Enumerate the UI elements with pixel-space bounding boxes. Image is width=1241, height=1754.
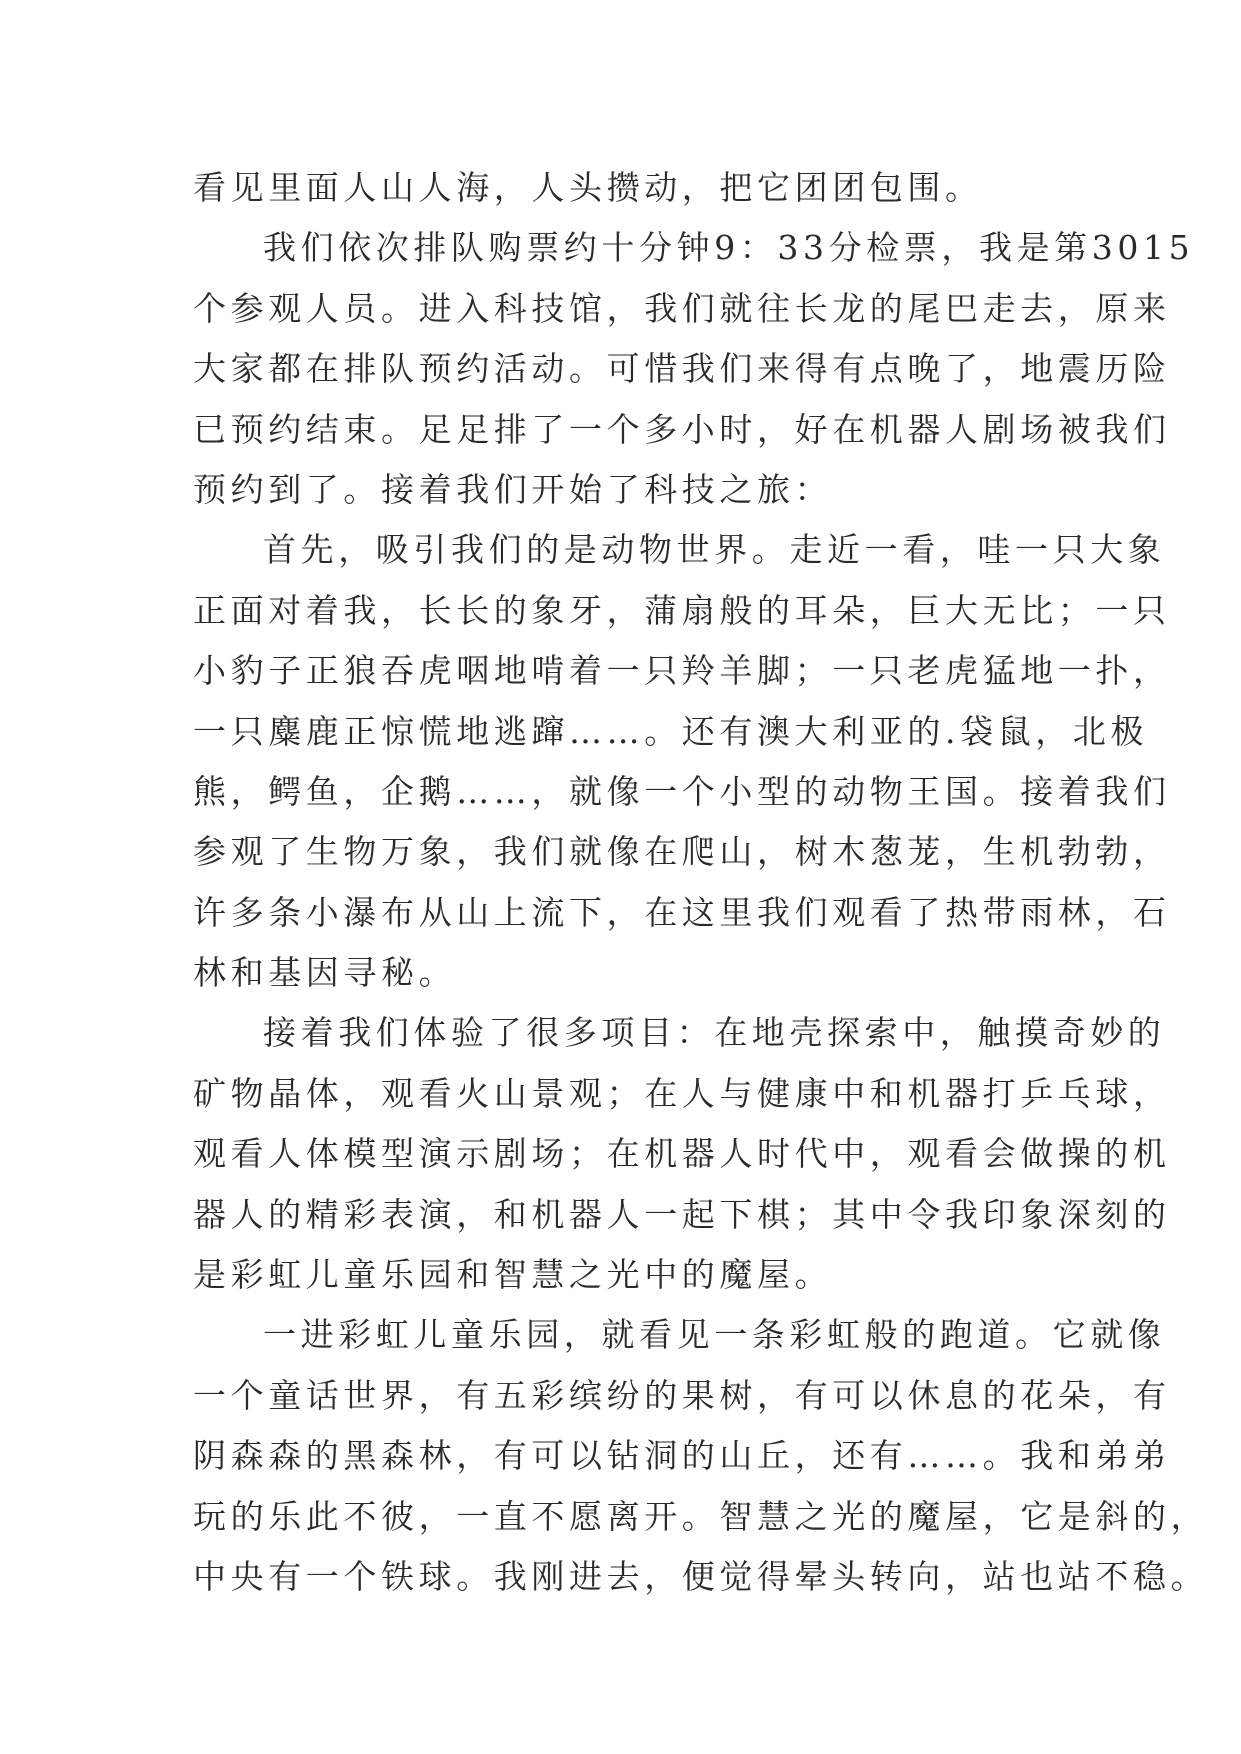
text-line: 玩的乐此不彼，一直不愿离开。智慧之光的魔屋，它是斜的， bbox=[193, 1496, 1209, 1536]
text-line: 许多条小瀑布从山上流下，在这里我们观看了热带雨林，石 bbox=[193, 892, 1171, 932]
paragraph-first-line: 我们依次排队购票约十分钟9：33分检票，我是第3015 bbox=[263, 228, 1195, 268]
paragraph-first-line: 首先，吸引我们的是动物世界。走近一看，哇一只大象 bbox=[263, 530, 1166, 570]
text-line: 预约到了。接着我们开始了科技之旅： bbox=[193, 469, 833, 509]
text-line: 一只麋鹿正惊慌地逃蹿……。还有澳大利亚的.袋鼠，北极 bbox=[193, 711, 1149, 751]
document-body bbox=[193, 158, 1209, 1607]
text-line: 参观了生物万象，我们就像在爬山，树木葱茏，生机勃勃， bbox=[193, 832, 1171, 872]
text-line: 林和基因寻秘。 bbox=[193, 953, 457, 993]
text-line: 正面对着我，长长的象牙，蒲扇般的耳朵，巨大无比；一只 bbox=[193, 590, 1171, 630]
text-line: 小豹子正狼吞虎咽地啃着一只羚羊脚；一只老虎猛地一扑， bbox=[193, 651, 1171, 691]
paragraph-first-line: 接着我们体验了很多项目：在地壳探索中，触摸奇妙的 bbox=[263, 1013, 1166, 1053]
text-line: 熊，鳄鱼，企鹅……，就像一个小型的动物王国。接着我们 bbox=[193, 771, 1171, 811]
text-line: 个参观人员。进入科技馆，我们就往长龙的尾巴走去，原来 bbox=[193, 288, 1171, 328]
text-line: 已预约结束。足足排了一个多小时，好在机器人剧场被我们 bbox=[193, 409, 1171, 449]
text-line: 大家都在排队预约活动。可惜我们来得有点晚了，地震历险 bbox=[193, 349, 1171, 389]
text-line: 器人的精彩表演，和机器人一起下棋；其中令我印象深刻的 bbox=[193, 1194, 1171, 1234]
text-line: 一个童话世界，有五彩缤纷的果树，有可以休息的花朵，有 bbox=[193, 1375, 1171, 1415]
text-line: 看见里面人山人海，人头攒动，把它团团包围。 bbox=[193, 168, 983, 207]
text-line: 观看人体模型演示剧场；在机器人时代中，观看会做操的机 bbox=[193, 1134, 1171, 1174]
text-line: 矿物晶体，观看火山景观；在人与健康中和机器打乒乓球， bbox=[193, 1073, 1171, 1113]
text-line: 中央有一个铁球。我刚进去，便觉得晕头转向，站也站不稳。 bbox=[193, 1556, 1209, 1596]
text-line: 是彩虹儿童乐园和智慧之光中的魔屋。 bbox=[193, 1255, 833, 1295]
text-line: 阴森森的黑森林，有可以钻洞的山丘，还有……。我和弟弟 bbox=[193, 1436, 1171, 1476]
paragraph-first-line: 一进彩虹儿童乐园，就看见一条彩虹般的跑道。它就像 bbox=[263, 1315, 1166, 1355]
